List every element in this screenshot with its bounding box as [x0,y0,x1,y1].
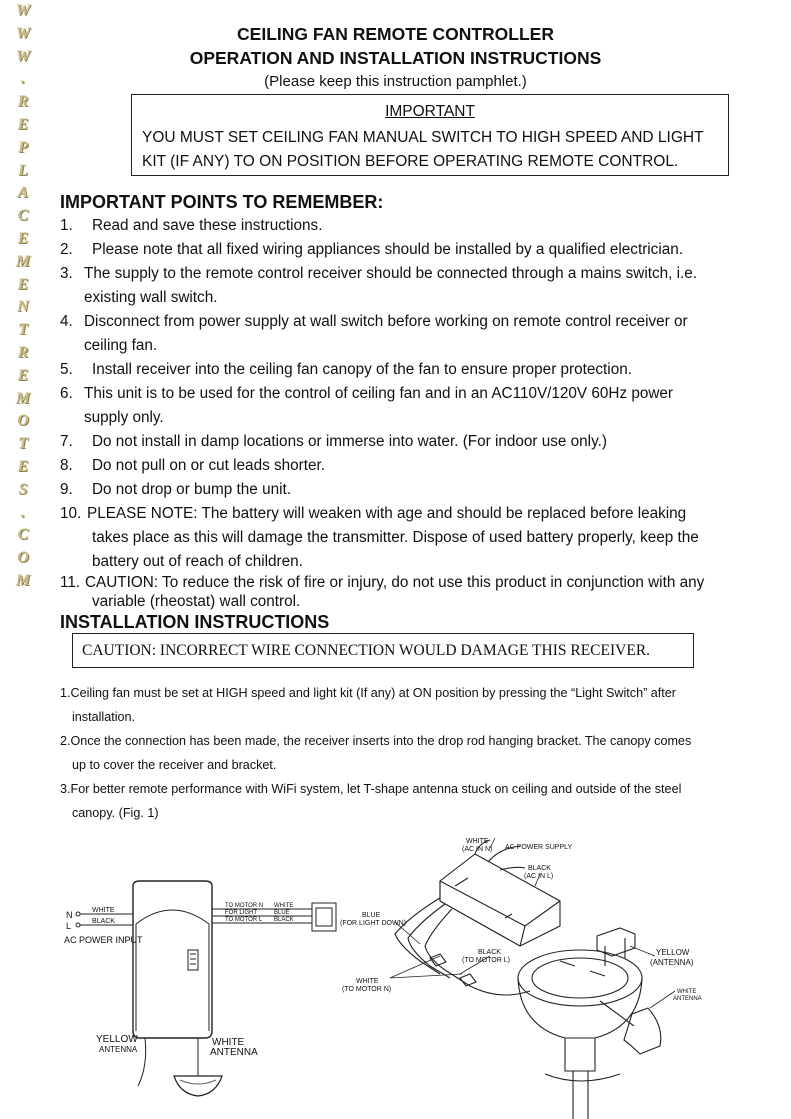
list-item-continuation: ceiling fan. [84,337,158,354]
list-item: 1. Read and save these instructions. [60,217,323,234]
out-white-label: WHITE [274,903,294,909]
dip-switch [188,950,198,970]
white-antenna-right-2: ANTENNA [673,996,702,1002]
watermark-letter: O [17,412,29,430]
installation-step: 3.For better remote performance with WiFi system, let T-shape antenna stuck on ceiling and outside of the steel canopy. (Fig. 1) [60,782,682,820]
points-heading: IMPORTANT POINTS TO REMEMBER: [60,192,384,212]
keep-pamphlet-note: (Please keep this instruction pamphlet.) [264,73,527,90]
list-item-continuation: supply only. [84,409,164,426]
watermark-letter: T [18,435,28,453]
for-light-label: FOR LIGHT [225,910,258,916]
watermark-letter: M [15,252,31,270]
list-item-continuation: existing wall switch. [84,289,218,306]
white-motor-label-1: WHITE [356,978,379,985]
watermark-letter: W [15,24,31,42]
watermark-letter: M [15,571,31,589]
white-acn-label-2: (AC IN N) [462,846,493,853]
list-item: 9. Do not drop or bump the unit. [60,481,291,498]
watermark-letter: T [18,321,28,339]
installation-step: 1.Ceiling fan must be set at HIGH speed and light kit (If any) at ON position by pressing the “Light Switch” after installation. [60,686,676,724]
watermark-letter: R [17,343,29,361]
installation-perspective [390,838,675,1119]
white-wire-label: WHITE [92,907,115,914]
important-notice-box [131,94,729,176]
yellow-antenna-label: YELLOW [96,1034,138,1045]
list-item: 4. Disconnect from power supply at wall switch before working on remote control receiver or [60,313,688,330]
l-label: L [66,921,72,931]
out-black-label: BLACK [274,917,294,923]
black-acl-label-1: BLACK [528,865,551,872]
caution-text: CAUTION: INCORRECT WIRE CONNECTION WOULD DAMAGE THIS RECEIVER. [82,642,651,659]
watermark-letter: P [18,138,28,156]
list-item: 2. Please note that all fixed wiring appliances should be installed by a qualified electrician. [60,241,683,258]
document-subtitle-title: OPERATION AND INSTALLATION INSTRUCTIONS [189,48,602,68]
black-motor-label-1: BLACK [478,949,501,956]
list-item: 7. Do not install in damp locations or immerse into water. (For indoor use only.) [60,433,607,450]
document-title: CEILING FAN REMOTE CONTROLLER [237,24,554,44]
caution-box [72,633,694,668]
black-motor-label-2: (TO MOTOR L) [462,957,510,964]
antenna-label-right: (ANTENNA) [650,958,694,967]
watermark-letter: W [15,47,31,65]
watermark-letter: S [18,480,28,498]
to-motor-l-label: TO MOTOR L [225,917,263,923]
n-label: N [66,910,73,920]
white-motor-label-2: (TO MOTOR N) [342,986,392,993]
list-item: 10. PLEASE NOTE: The battery will weaken with age and should be replaced before leaking [60,505,687,522]
wiring-diagram-figure [0,826,791,1119]
ac-power-supply-label: AC POWER SUPPLY [505,844,573,851]
watermark-letter: W [15,2,31,19]
watermark-letter: E [17,366,29,384]
blue-label-1: BLUE [362,912,381,919]
receiver-schematic [76,881,336,1096]
ac-power-input-label: AC POWER INPUT [64,935,143,945]
out-blue-label: BLUE [274,910,290,916]
watermark-letter: . [21,70,25,88]
white-acn-label-1: WHITE [466,838,489,845]
white-antenna-label-1: WHITE [212,1037,245,1048]
list-item: 3. The supply to the remote control receiver should be connected through a mains switch, i.e. [60,265,698,282]
watermark-letter: L [18,161,28,179]
white-antenna-label-2: ANTENNA [210,1047,258,1058]
watermark-letter: R [17,93,29,111]
watermark-letter: O [17,549,29,567]
watermark-letter: C [17,207,29,225]
installation-heading: INSTALLATION INSTRUCTIONS [60,612,330,632]
installation-step: 2.Once the connection has been made, the receiver inserts into the drop rod hanging bracket. The canopy comes up to cover the receiver and bracket. [60,734,692,772]
list-item-continuation: takes place as this will damage the transmitter. Dispose of used battery properly, keep the [92,529,699,546]
list-item: 5. Install receiver into the ceiling fan canopy of the fan to ensure proper protection. [60,361,632,378]
watermark-letter: E [17,115,29,133]
antenna-label: ANTENNA [99,1045,138,1054]
watermark-letter: N [17,298,29,316]
black-acl-label-2: (AC IN L) [524,873,554,880]
list-item: 6. This unit is to be used for the control of ceiling fan and in an AC110V/120V 60Hz power [60,385,674,402]
list-item: 11. CAUTION: To reduce the risk of fire or injury, do not use this product in conjunction with any [60,574,705,591]
watermark-letter: M [15,389,31,407]
black-wire-label: BLACK [92,918,115,925]
list-item: 8. Do not pull on or cut leads shorter. [60,457,325,474]
watermark-letter: A [17,184,29,202]
watermark-letter: C [17,526,29,544]
yellow-antenna-label-right: YELLOW [656,948,690,957]
watermark-letter: . [21,503,25,521]
watermark-letter: E [17,275,29,293]
list-item-continuation: battery out of reach of children. [92,553,303,570]
to-motor-n-label: TO MOTOR N [225,903,264,909]
watermark-letter: E [17,457,29,475]
important-heading: IMPORTANT [385,103,475,120]
watermark-letter: E [17,229,29,247]
blue-label-2: (FOR LIGHT DOWN) [340,920,406,927]
list-item-continuation: variable (rheostat) wall control. [92,593,301,610]
white-antenna-right-1: WHITE [677,989,697,995]
important-body: YOU MUST SET CEILING FAN MANUAL SWITCH TO HIGH SPEED AND LIGHT KIT (IF ANY) TO ON POSITION BEFORE OPERATING REMOTE CONTROL. [142,129,704,170]
